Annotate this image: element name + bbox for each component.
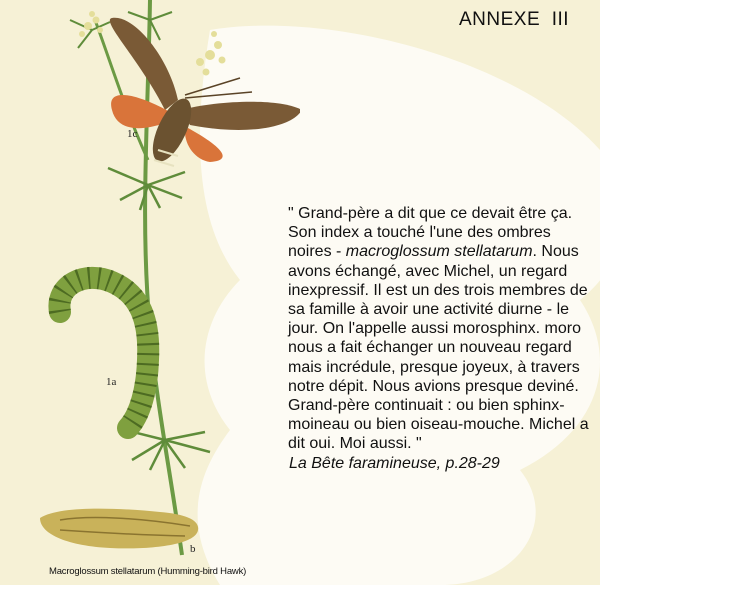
quote-line-part: . Nous <box>532 243 579 261</box>
quote-line-part: noires - <box>288 243 346 261</box>
quote-line <box>288 242 708 261</box>
quote-line: sa famille à avoir une activité diurne - le <box>288 301 570 319</box>
quote-source: La Bête faramineuse, p.28-29 <box>289 455 500 472</box>
quote-line: mais incrédule, presque joyeux, à travers <box>288 358 580 376</box>
quote-line: moineau ou bien oiseau-mouche. Michel a <box>288 416 589 434</box>
page-title: ANNEXE III <box>459 9 570 30</box>
quote-line: inexpressif. Il est un des trois membres de <box>288 281 588 299</box>
quote-block <box>288 204 708 454</box>
quote-line: Son index a touché l'une des ombres <box>288 224 551 242</box>
quote-line: avons échangé, avec Michel, un regard <box>288 262 568 280</box>
quote-line: Grand-père continuait : ou bien sphinx- <box>288 397 565 415</box>
quote-line: nous a fait échanger un nouveau regard <box>288 339 572 357</box>
quote-line: dit oui. Moi aussi. " <box>288 435 422 453</box>
plate-caption: Macroglossum stellatarum (Humming-bird Hawk) <box>49 566 247 577</box>
species-name: macroglossum stellatarum <box>345 243 533 261</box>
quote-line: jour. On l'appelle aussi morosphinx. moro <box>288 320 581 338</box>
caterpillar-illustration <box>59 278 148 428</box>
flower-head-right <box>196 31 226 76</box>
plate-label-moth: 1c <box>127 128 138 140</box>
quote-line: notre dépit. Nous avions presque deviné. <box>288 377 579 395</box>
plate-label-caterpillar: 1a <box>106 376 117 388</box>
quote-line: " Grand-père a dit que ce devait être ça. <box>288 205 573 222</box>
botanical-plate <box>0 0 300 585</box>
plate-label-pupa: b <box>190 543 196 555</box>
moth-illustration <box>110 18 300 167</box>
pupa-illustration <box>40 509 198 549</box>
